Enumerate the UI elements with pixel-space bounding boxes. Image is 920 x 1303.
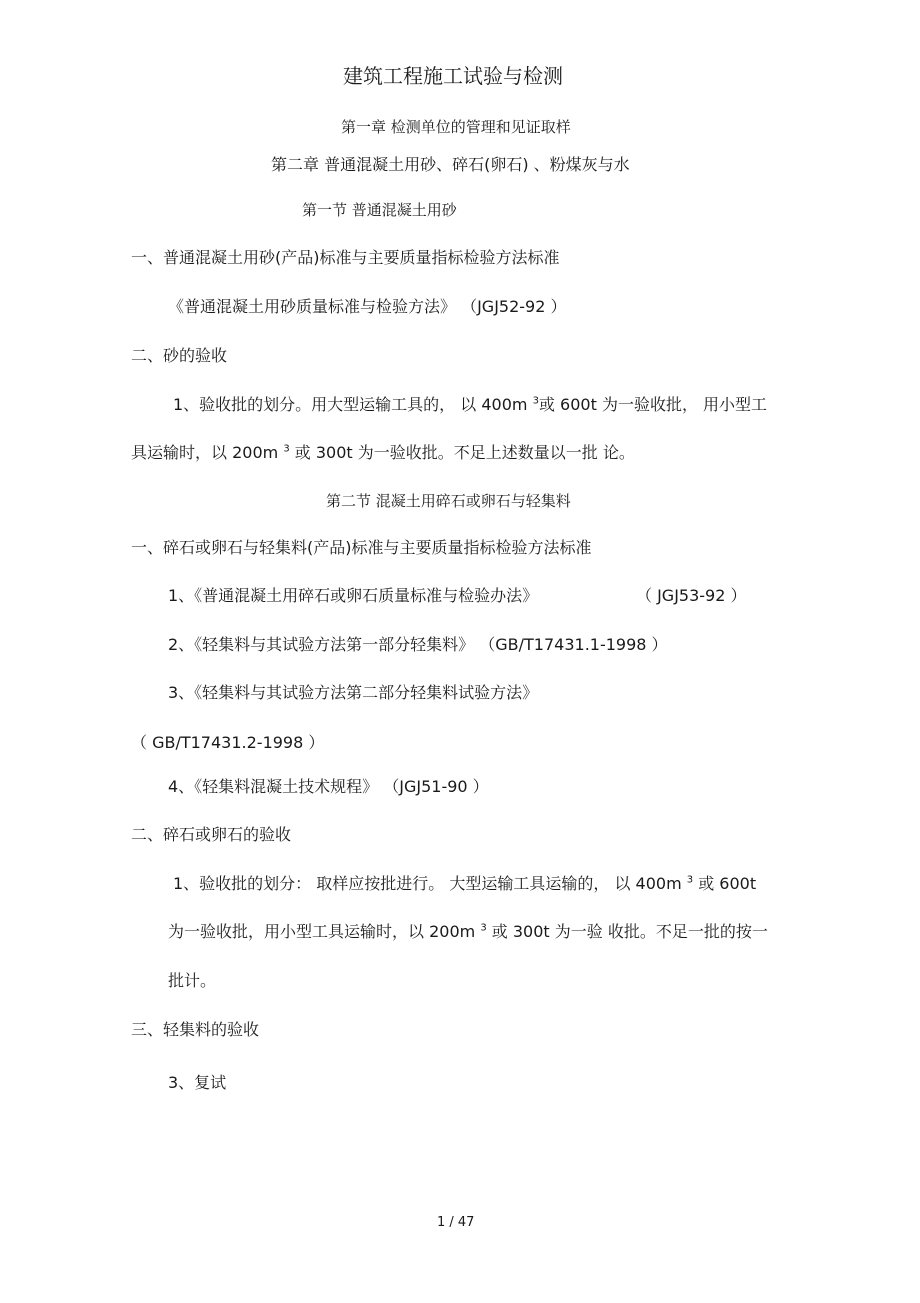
aggregate-standard-4: 4、《轻集料混凝土技术规程》 （JGJ51-90 ） <box>168 777 489 796</box>
section-2-heading: 第二节 混凝土用碎石或卵石与轻集料 <box>326 492 571 510</box>
document-title: 建筑工程施工试验与检测 <box>343 64 563 88</box>
aggregate-standard-1-code: （ JGJ53-92 ） <box>636 586 747 605</box>
sand-paragraph-line-1: 1、验收批的划分。用大型运输工具的， 以 400m $^3$或 600t 为一验收批， 用小型工 <box>173 395 768 414</box>
chapter-2-heading: 第二章 普通混凝土用砂、碎石(卵石) 、粉煤灰与水 <box>271 155 630 174</box>
chapter-1-heading: 第一章 检测单位的管理和见证取样 <box>341 118 571 136</box>
page-number: 1 / 47 <box>437 1215 475 1230</box>
aggregate-standard-3: 3、《轻集料与其试验方法第二部分轻集料试验方法》 <box>168 683 539 702</box>
section-2-item-2: 二、碎石或卵石的验收 <box>131 825 292 844</box>
section-1-item-1: 一、普通混凝土用砂(产品)标准与主要质量指标检验方法标准 <box>131 248 560 267</box>
sand-standard: 《普通混凝土用砂质量标准与检验方法》 （JGJ52-92 ） <box>168 297 567 316</box>
section-2-item-1: 一、碎石或卵石与轻集料(产品)标准与主要质量指标检验方法标准 <box>131 538 592 557</box>
aggregate-standard-3-code: （ GB/T17431.2-1998 ） <box>131 733 325 752</box>
section-1-heading: 第一节 普通混凝土用砂 <box>302 201 457 219</box>
section-2-item-3: 三、轻集料的验收 <box>131 1020 260 1039</box>
retest-item: 3、复试 <box>168 1073 227 1092</box>
aggregate-standard-2: 2、《轻集料与其试验方法第一部分轻集料》 （GB/T17431.1-1998 ） <box>168 635 668 654</box>
gravel-paragraph-line-2: 为一验收批，用小型工具运输时，以 200m $^3$ 或 300t 为一验 收批。不足一批的按一 <box>168 922 768 941</box>
section-1-item-2: 二、砂的验收 <box>131 346 228 365</box>
sand-paragraph-line-2: 具运输时，以 200m $^3$ 或 300t 为一验收批。不足上述数量以一批 论。 <box>131 443 635 462</box>
gravel-paragraph-line-1: 1、验收批的划分： 取样应按批进行。 大型运输工具运输的， 以 400m $^3$ 或 600t <box>173 874 757 893</box>
aggregate-standard-1: 1、《普通混凝土用碎石或卵石质量标准与检验办法》 <box>168 586 539 605</box>
gravel-paragraph-line-3: 批计。 <box>168 971 217 990</box>
